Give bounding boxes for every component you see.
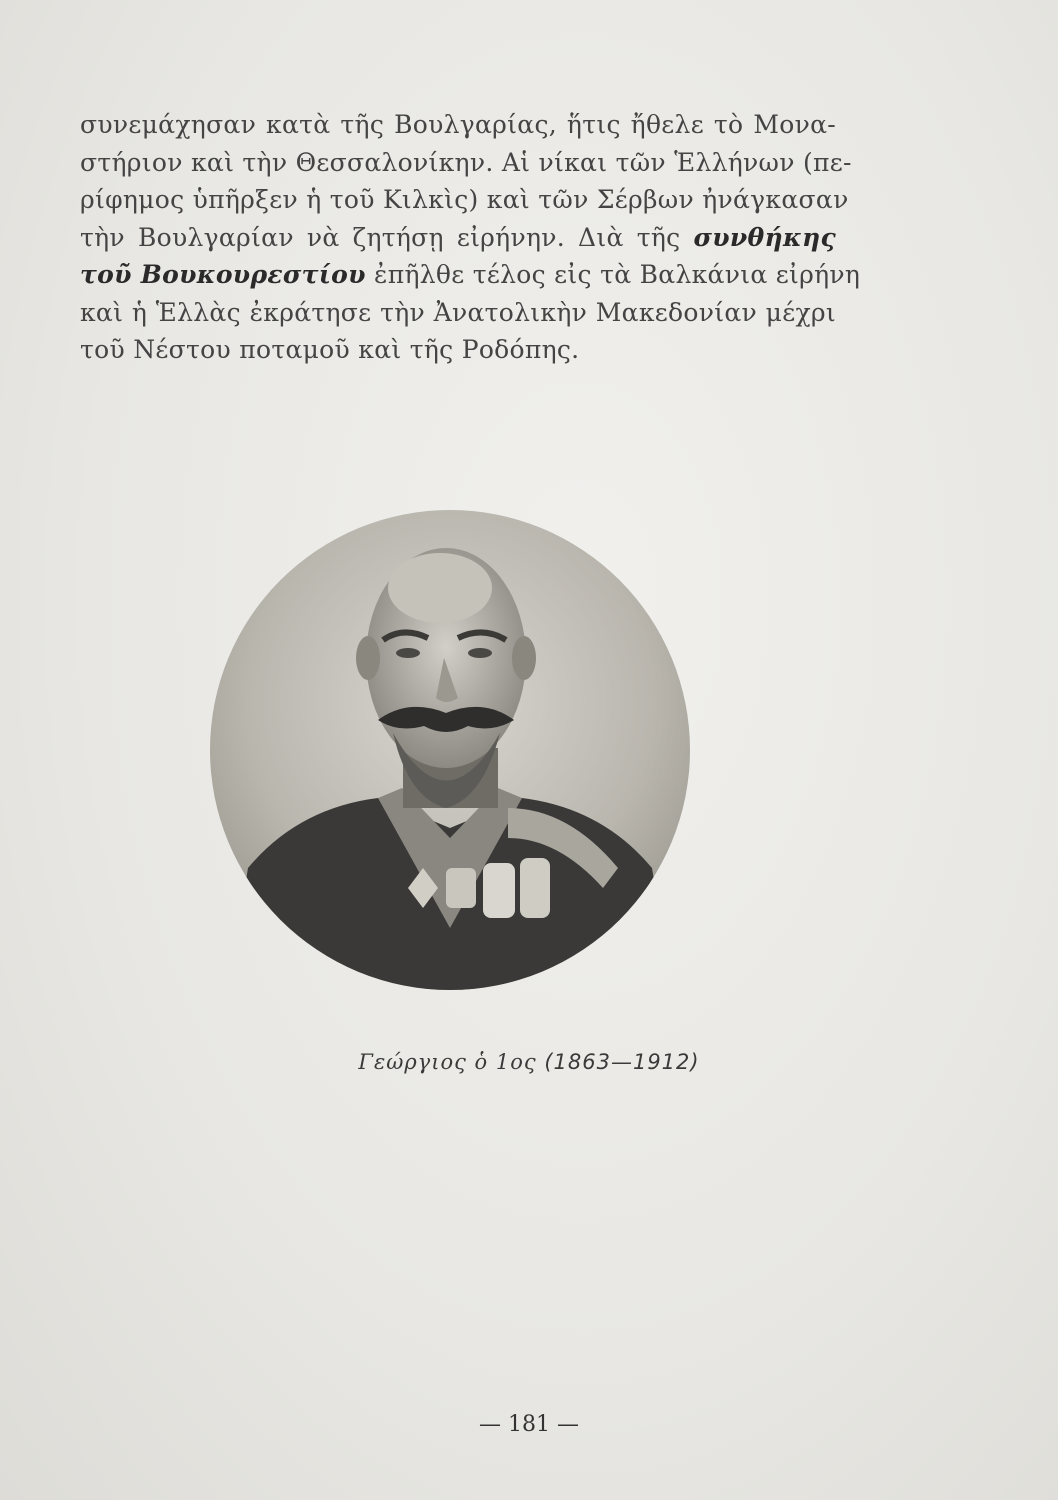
text-line: τοῦ Νέστου ποταμοῦ καὶ τῆς Ροδόπης. — [80, 335, 580, 364]
portrait-photo — [208, 508, 692, 992]
text-line: στήριον καὶ τὴν Θεσσαλονίκην. Αἱ νίκαι τῶν Ἑλλήνων (πε- — [80, 147, 852, 177]
emphasis-treaty: συνθήκης — [693, 222, 836, 252]
portrait-illustration — [208, 508, 692, 992]
figure-caption — [0, 1050, 1058, 1074]
text-line-rest: ἐπῆλθε τέλος εἰς τὰ Βαλκάνια εἰρήνη — [374, 260, 861, 289]
text-line — [80, 256, 861, 294]
text-line — [80, 219, 836, 257]
text-line: συνεμάχησαν κατὰ τῆς Βουλγαρίας, ἥτις ἤθελε τὸ Μονα- — [80, 110, 836, 139]
text-line: καὶ ἡ Ἑλλὰς ἐκράτησε τὴν Ἀνατολικὴν Μακεδονίαν μέχρι — [80, 297, 836, 327]
caption-name: Γεώργιος ὁ 1ος — [358, 1050, 537, 1074]
caption-years: (1863—1912) — [544, 1050, 700, 1074]
body-paragraph — [80, 106, 861, 369]
emphasis-bucharest: τοῦ Βουκουρεστίου — [80, 260, 366, 289]
text-line-start: τὴν Βουλγαρίαν νὰ ζητήσῃ εἰρήνην. Διὰ τῆς — [80, 222, 681, 252]
text-line: ρίφημος ὑπῆρξεν ἡ τοῦ Κιλκὶς) καὶ τῶν Σέρβων ἠνάγκασαν — [80, 185, 849, 214]
page-number: — 181 — — [479, 1412, 579, 1437]
